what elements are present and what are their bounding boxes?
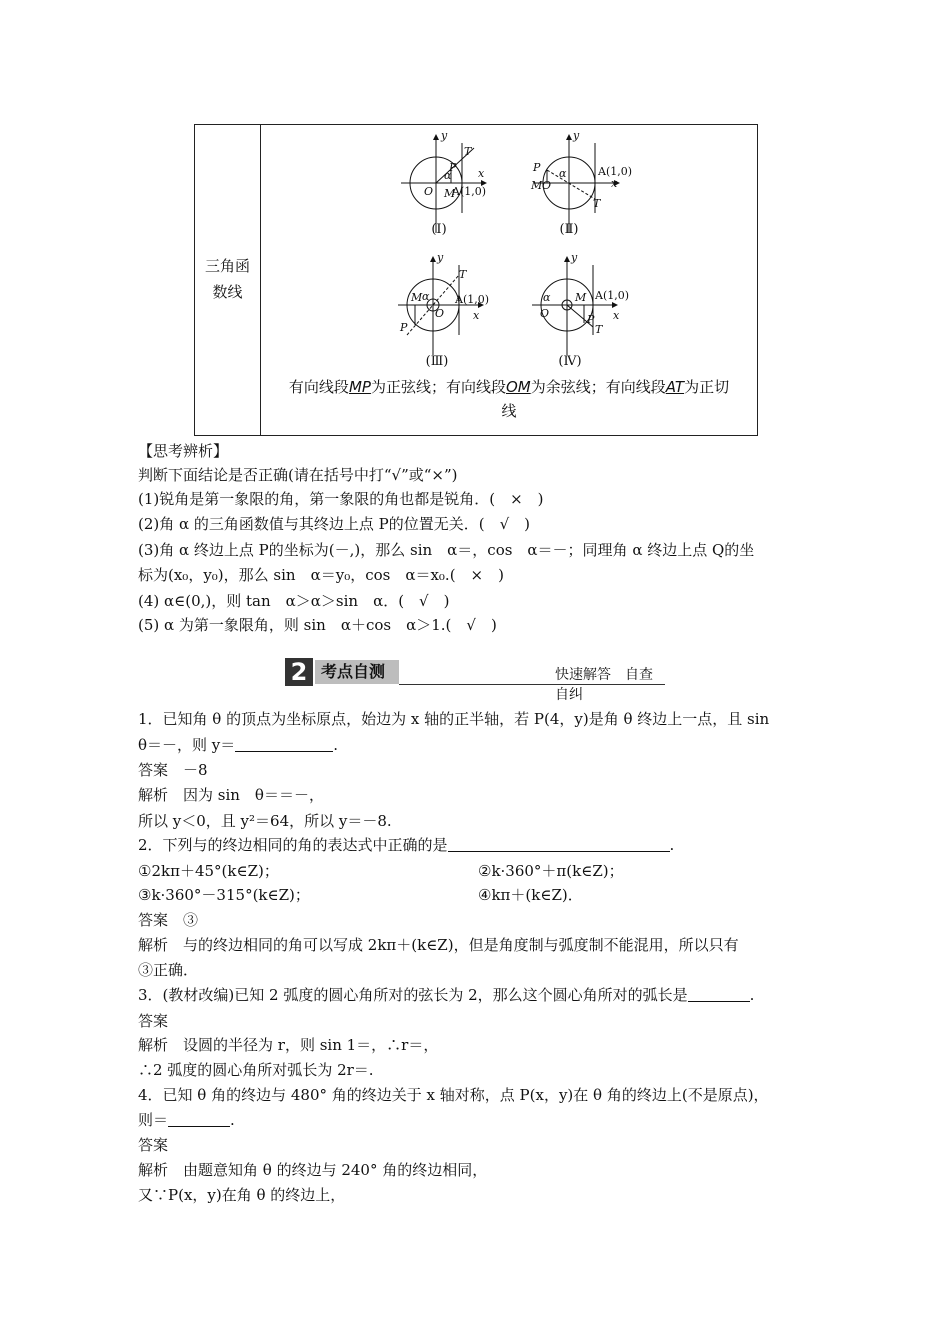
d4-o-label: O <box>540 307 550 320</box>
d4-a-label: A(1,0) <box>595 289 630 302</box>
q2-option-2: ②k·360°＋π(k∈Z)； <box>478 862 624 880</box>
d3-m-label: M <box>411 291 423 304</box>
section-title: 考点自测 <box>321 662 386 681</box>
review-intro: 判断下面结论是否正确(请在括号中打“√”或“×”) <box>138 466 458 484</box>
d2-o-label: O <box>542 179 552 192</box>
q2-answer: 答案 ③ <box>138 911 199 929</box>
d2-a-label: A(1,0) <box>598 165 633 178</box>
q3-answer: 答案 <box>138 1012 169 1030</box>
q1-line1: 1．已知角 θ 的顶点为坐标原点，始边为 x 轴的正半轴，若 P(4，y)是角 θ 终边上一点，且 sin <box>138 710 770 728</box>
row-label-line2: 数线 <box>212 283 243 301</box>
q1-analysis-cont: 所以 y＜0，且 y²＝64，所以 y＝－8. <box>138 812 392 830</box>
row-label <box>195 253 260 305</box>
review-item-2: (2)角 α 的三角函数值与其终边上点 P的位置无关．( √ ) <box>138 515 531 533</box>
q4-answer-blank <box>168 1111 230 1127</box>
d1-x-label: x <box>478 167 485 180</box>
q2-option-1: ①2kπ＋45°(k∈Z)； <box>138 862 279 880</box>
q4-analysis-cont: 又∵P(x，y)在角 θ 的终边上， <box>138 1186 346 1204</box>
row-label-line1: 三角函 <box>204 257 250 275</box>
d4-t-label: T <box>595 323 603 336</box>
d4-p-label: P <box>587 313 595 326</box>
d1-a-label: A(1,0) <box>452 185 487 198</box>
d4-alpha-label: α <box>543 291 551 304</box>
q1-answer-blank <box>235 736 333 752</box>
q4-stem-cont: 则＝ . <box>138 1111 235 1129</box>
d3-x-label: x <box>473 309 480 322</box>
section-banner <box>285 658 665 703</box>
section-subtitle: 快速解答 自查自纠 <box>555 667 653 703</box>
d2-t-label: T <box>593 197 601 210</box>
q4-analysis: 解析 由题意知角 θ 的终边与 240° 角的终边相同， <box>138 1161 488 1179</box>
q2-option-4: ④kπ＋(k∈Z)． <box>478 886 583 904</box>
caption-2: (Ⅱ) <box>559 222 579 237</box>
sine-segment: MP <box>348 378 371 396</box>
diagram-3 <box>398 257 483 355</box>
diagram-1 <box>401 135 486 233</box>
d2-alpha-label: α <box>559 167 567 180</box>
q1-line2: θ＝－，则 y＝ . <box>138 736 339 754</box>
q2-answer-blank <box>448 836 670 852</box>
section-number: 2 <box>285 658 313 686</box>
cosine-segment: OM <box>505 378 531 396</box>
d3-a-label: A(1,0) <box>455 293 490 306</box>
d3-alpha-label: α <box>422 290 430 303</box>
d4-y-label: y <box>571 251 578 264</box>
review-item-5: (5) α 为第一象限角，则 sin α＋cos α＞1.( √ ) <box>138 616 497 634</box>
d3-o-label: O <box>435 307 445 320</box>
q1-analysis: 解析 因为 sin θ＝＝－， <box>138 786 324 804</box>
d1-t-label: T <box>464 145 472 158</box>
q1-answer: 答案 －8 <box>138 761 208 779</box>
review-heading: 【思考辨析】 <box>138 442 229 460</box>
q2-option-3: ③k·360°－315°(k∈Z)； <box>138 886 310 904</box>
unit-circle-diagrams <box>261 125 757 375</box>
d1-y-label: y <box>441 129 448 142</box>
d3-t-label: T <box>459 268 467 281</box>
caption-4: (Ⅳ) <box>558 354 582 369</box>
d1-p-label: P <box>449 161 457 174</box>
caption-3: (Ⅲ) <box>425 354 449 369</box>
d4-m-label: M <box>575 291 587 304</box>
d1-m-label: M <box>444 187 456 200</box>
review-item-4: (4) α∈(0,)，则 tan α＞α＞sin α．( √ ) <box>138 592 450 610</box>
trig-lines-note: 有向线段MP为正弦线；有向线段OM为余弦线；有向线段AT为正切 线 <box>288 378 730 420</box>
d4-x-label: x <box>613 309 620 322</box>
review-item-3-cont: 标为(x₀，y₀)，那么 sin α＝y₀，cos α＝x₀.( × ) <box>138 566 504 584</box>
q4-answer: 答案 <box>138 1136 169 1154</box>
q4-stem: 4．已知 θ 角的终边与 480° 角的终边关于 x 轴对称，点 P(x，y)在 θ 角的终边上(不是原点)， <box>138 1086 769 1104</box>
q2-stem: 2．下列与的终边相同的角的表达式中正确的是 . <box>138 836 675 854</box>
q2-analysis: 解析 与的终边相同的角可以写成 2kπ＋(k∈Z)，但是角度制与弧度制不能混用，所以只有 <box>138 936 739 954</box>
d3-y-label: y <box>437 251 444 264</box>
d2-x-label: x <box>611 177 618 190</box>
d1-alpha-label: α <box>444 169 452 182</box>
d3-p-label: P <box>400 321 408 334</box>
q3-analysis: 解析 设圆的半径为 r，则 sin 1＝，∴r＝， <box>138 1036 439 1054</box>
d2-m-label: M <box>531 179 543 192</box>
d2-p-label: P <box>533 161 541 174</box>
diagram-4 <box>532 257 617 355</box>
q3-answer-blank <box>688 986 750 1002</box>
review-item-1: (1)锐角是第一象限的角，第一象限的角也都是锐角．( × ) <box>138 490 544 508</box>
tangent-segment: AT <box>665 378 685 396</box>
trig-lines-table <box>194 124 758 436</box>
q3-stem: 3．(教材改编)已知 2 弧度的圆心角所对的弦长为 2，那么这个圆心角所对的弧长是 . <box>138 986 755 1004</box>
caption-1: (Ⅰ) <box>431 222 447 237</box>
d1-o-label: O <box>424 185 434 198</box>
q2-analysis-cont: ③正确． <box>138 961 199 979</box>
d2-y-label: y <box>573 129 580 142</box>
q3-analysis-cont: ∴2 弧度的圆心角所对弧长为 2r＝. <box>138 1061 374 1079</box>
review-item-3: (3)角 α 终边上点 P的坐标为(－,)，那么 sin α＝，cos α＝－；同理角 α 终边上点 Q的坐 <box>138 541 755 559</box>
